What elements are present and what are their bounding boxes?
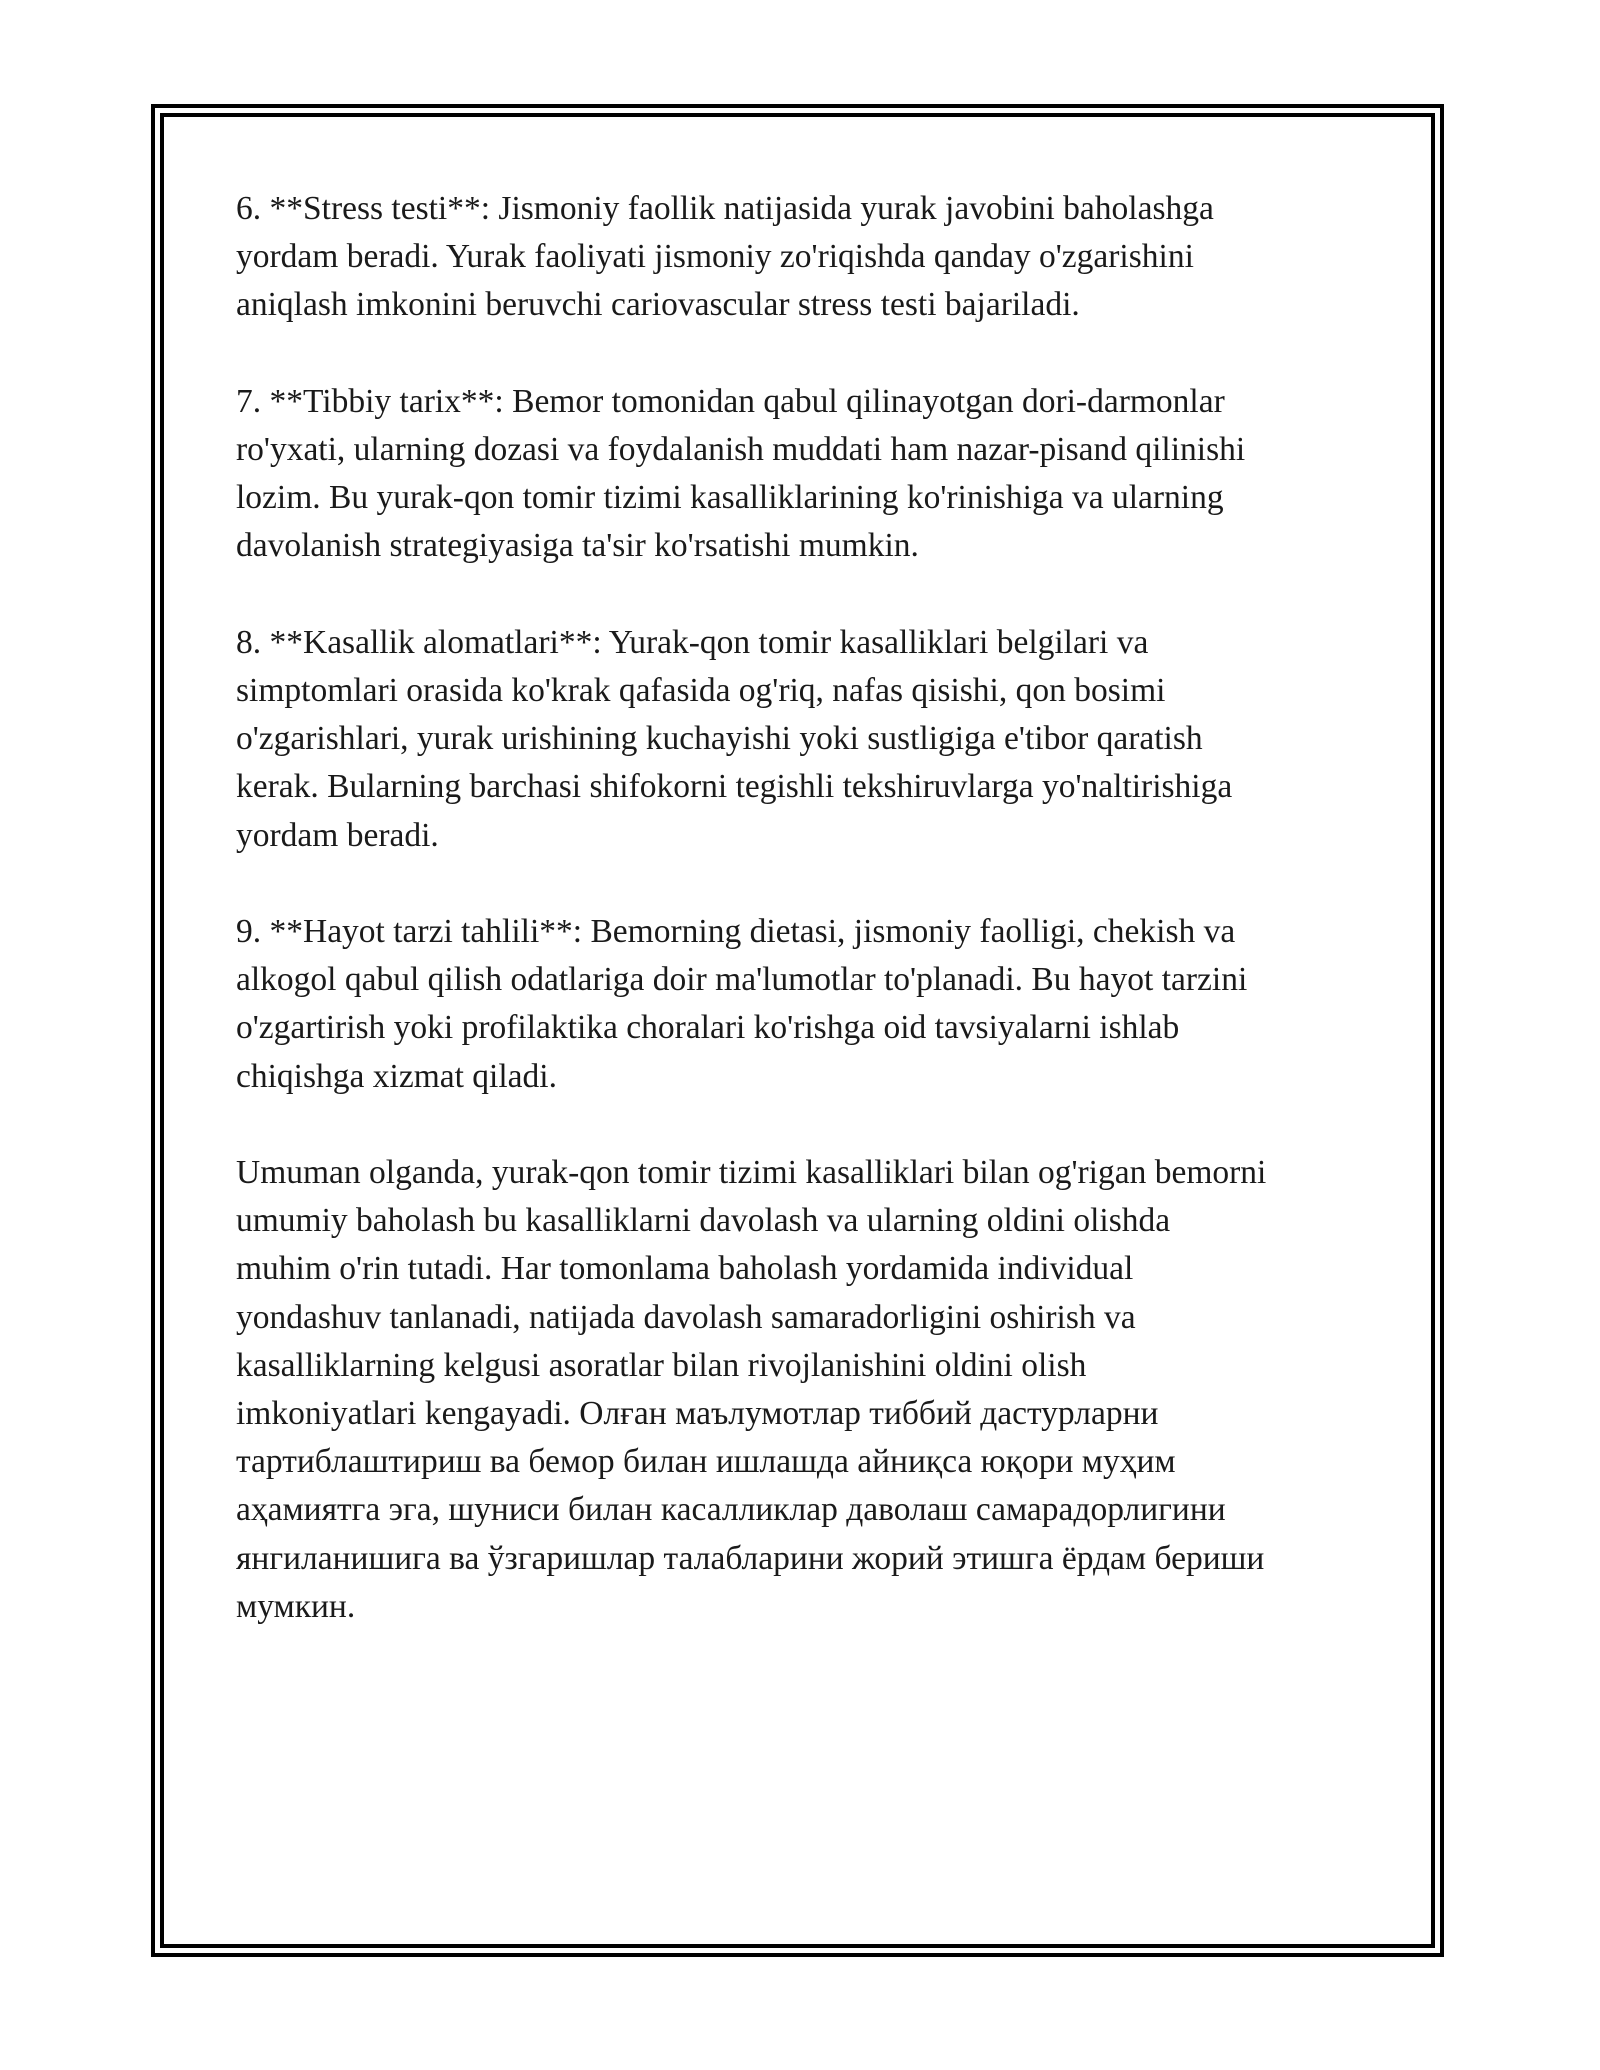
paragraph-lifestyle: 9. **Hayot tarzi tahlili**: Bemorning dietasi, jismoniy faolligi, chekish va alkogol qabul qilish odatlariga doir ma'lumotlar to'planadi. Bu hayot tarzini o'zgartirish yoki profilaktika choralari ko'rishga oid tavsiyalarni ishlab chiqishga xizmat qiladi. bbox=[236, 913, 1248, 1095]
paragraph-conclusion: Umuman olganda, yurak-qon tomir tizimi kasalliklari bilan og'rigan bemorni umumiy baholash bu kasalliklarni davolash va ularning oldini olishda muhim o'rin tutadi. Har tomonlama baholash yordamida individual yondashuv tanlanadi, natijada davolash samaradorligini oshirish va kasalliklarning kelgusi asoratlar bilan rivojlanishini oldini olish imkoniyatlari kengayadi. Олған маълумотлар тиббий дастурларни тартиблаштириш ва бемор билан ишлашда айниқса юқори муҳим аҳамиятга эга, шуниси билан касалликлар даволаш самарадорлигини янгиланишига ва ўзгаришлар талабларини жорий этишга ёрдам бериши мумкин. bbox=[236, 1154, 1267, 1625]
paragraph-medical-history: 7. **Tibbiy tarix**: Bemor tomonidan qabul qilinayotgan dori-darmonlar ro'yxati, ularning dozasi va foydalanish muddati ham nazar-pisand qilinishi lozim. Bu yurak-qon tomir tizimi kasalliklarining ko'rinishiga va ularning davolanish strategiyasiga ta'sir ko'rsatishi mumkin. bbox=[236, 382, 1246, 565]
paragraph-stress-test: 6. **Stress testi**: Jismoniy faollik natijasida yurak javobini baholashga yordam beradi. Yurak faoliyati jismoniy zo'riqishda qanday o'zgarishini aniqlash imkonini beruvchi cariovascular stress testi bajariladi. bbox=[236, 190, 1214, 324]
document-body bbox=[236, 185, 1376, 1679]
paragraph-symptoms: 8. **Kasallik alomatlari**: Yurak-qon tomir kasalliklari belgilari va simptomlari orasida ko'krak qafasida og'riq, nafas qisishi, qon bosimi o'zgarishlari, yurak urishining kuchayishi yoki sustligiga e'tibor qaratish kerak. Bularning barchasi shifokorni tegishli tekshiruvlarga yo'naltirishiga yordam beradi. bbox=[236, 623, 1233, 854]
